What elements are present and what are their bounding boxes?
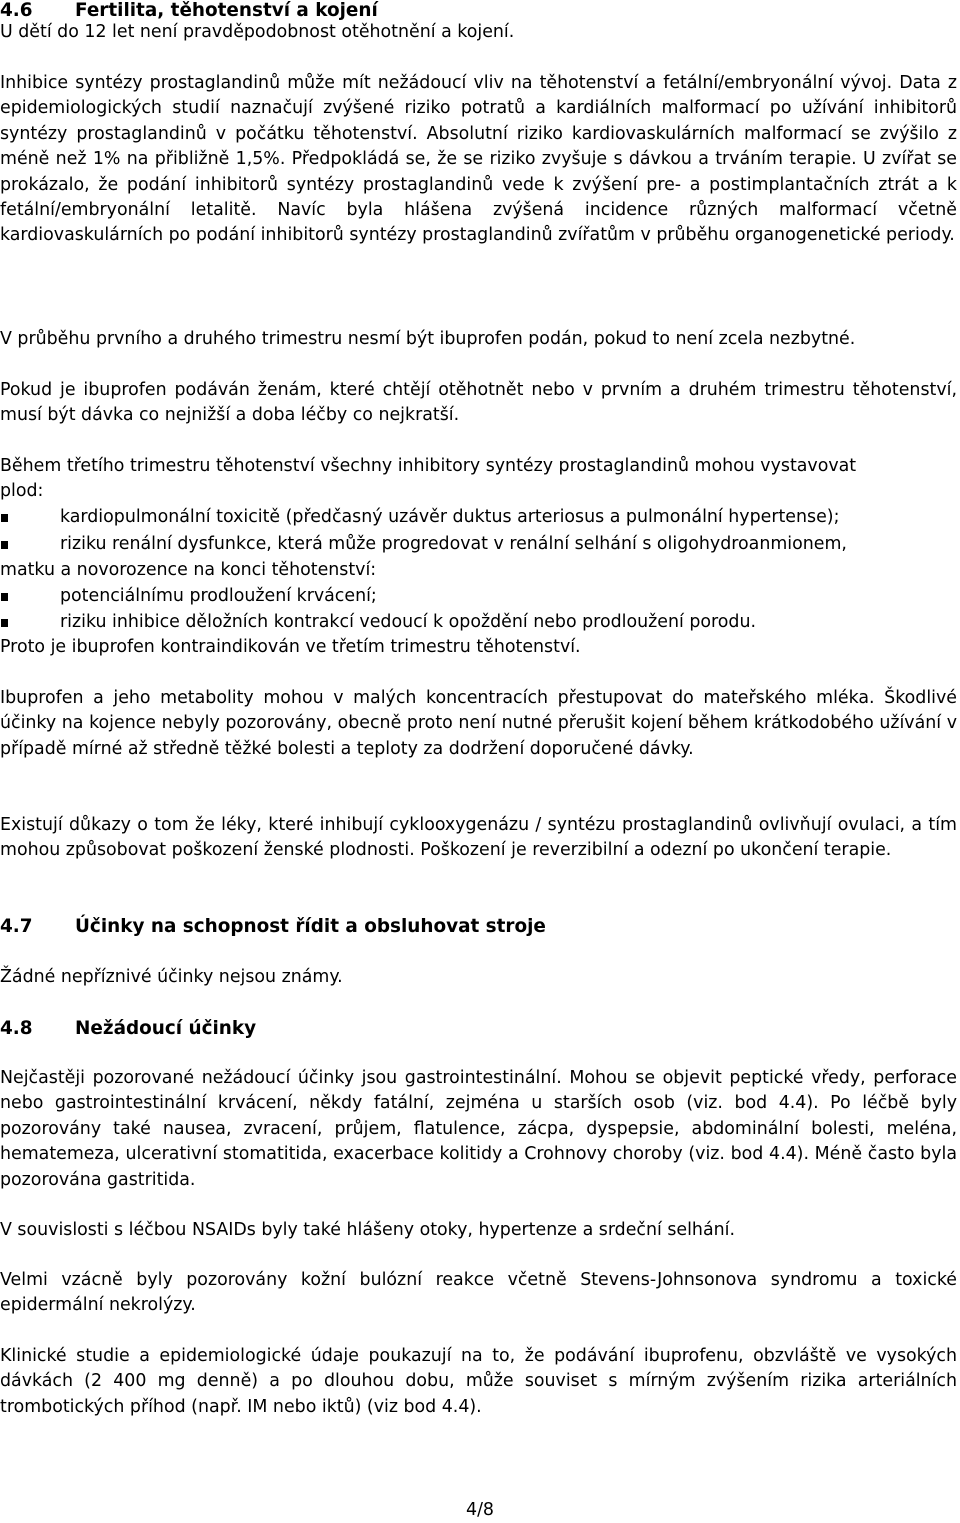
page-number: 4/8 <box>466 1500 494 1520</box>
section-number: 4.7 <box>0 916 33 937</box>
section-title: Fertilita, těhotenství a kojení <box>75 0 378 21</box>
paragraph-skin-reactions: Velmi vzácně byly pozorovány kožní bulózní reakce včetně Stevens-Johnsonova syndromu a toxické epidermální nekrolýzy. <box>0 1270 957 1316</box>
third-trimester-intro: Během třetího trimestru těhotenství všechny inhibitory syntézy prostaglandinů mohou vystavovat <box>0 456 857 476</box>
bullet-square-icon <box>1 619 8 627</box>
section-heading-4-8 <box>0 1016 256 1042</box>
paragraph-prostaglandin-inhibition: Inhibice syntézy prostaglandinů může mít nežádoucí vliv na těhotenství a fetální/embryonální vývoj. Data z epidemiologických studií naznačují zvýšené riziko potratů a kardiálních malformací po užívání inhibitorů syntézy prostaglandinů v počátku těhotenství. Absolutní riziko kardiovaskulárních malformací se zvýšilo z méně než 1% na přibližně 1,5%. Předpokládá se, že se riziko zvyšuje s dávkou a trváním terapie. U zvířat se prokázalo, že podání inhibitorů syntézy prostaglandinů vede k zvýšení pre- a postimplantačních ztrát a k fetální/embryonální letalitě. Navíc byla hlášena zvýšená incidence různých malformací včetně kardiovaskulárních po podání inhibitorů syntézy prostaglandinů zvířatům v průběhu organogenetické periody. <box>0 73 957 246</box>
section-title: Účinky na schopnost řídit a obsluhovat stroje <box>75 916 546 937</box>
section-number: 4.8 <box>0 1018 33 1039</box>
paragraph-planning-pregnancy: Pokud je ibuprofen podáván ženám, které chtějí otěhotnět nebo v prvním a druhém trimestru těhotenství, musí být dávka co nejnižší a doba léčby co nejkratší. <box>0 380 957 426</box>
paragraph-breastfeeding: Ibuprofen a jeho metabolity mohou v malých koncentracích přestupovat do mateřského mléka. Škodlivé účinky na kojence nebyly pozorovány, obecně proto není nutné přerušit kojení během krátkodobého užívání v případě mírné až středně těžké bolesti a teploty za dodržení doporučené dávky. <box>0 688 957 759</box>
paragraph-nsaids-edema: V souvislosti s léčbou NSAIDs byly také hlášeny otoky, hypertenze a srdeční selhání. <box>0 1220 735 1240</box>
third-trimester-intro-fetus: plod: <box>0 481 44 501</box>
bullet-square-icon <box>1 541 8 549</box>
bullet-square-icon <box>1 514 8 522</box>
section-title: Nežádoucí účinky <box>75 1018 257 1039</box>
paragraph-fertility: Existují důkazy o tom že léky, které inhibují cyklooxygenázu / syntézu prostaglandinů ovlivňují ovulaci, a tím mohou způsobovat poškození ženské plodnosti. Poškození je reverzibilní a odezní po ukončení terapie. <box>0 815 957 861</box>
list-item-text: riziku inhibice děložních kontrakcí vedoucí k opoždění nebo prodloužení porodu. <box>60 612 756 632</box>
paragraph-thrombotic-risk: Klinické studie a epidemiologické údaje poukazují na to, že podávání ibuprofenu, obzvláště ve vysokých dávkách (2 400 mg denně) a po dlouhou dobu, může souviset s mírným zvýšením rizika arteriálních trombotických příhod (např. IM nebo iktů) (viz bod 4.4). <box>0 1346 957 1417</box>
paragraph-children: U dětí do 12 let není pravděpodobnost otěhotnění a kojení. <box>0 22 515 42</box>
paragraph-gi-effects: Nejčastěji pozorované nežádoucí účinky jsou gastrointestinální. Mohou se objevit peptické vředy, perforace nebo gastrointestinální krvácení, někdy fatální, zejména u starších osob (viz. bod 4.4). Po léčbě byly pozorovány také nausea, zvracení, průjem, flatulence, zácpa, dyspepsie, abdominální bolesti, meléna, hematemeza, ulcerativní stomatitida, exacerbace kolitidy a Crohnovy choroby (viz. bod 4.4). Méně často byla pozorována gastritida. <box>0 1068 957 1190</box>
paragraph-first-second-trimester: V průběhu prvního a druhého trimestru nesmí být ibuprofen podán, pokud to není zcela nezbytné. <box>0 329 856 349</box>
section-heading-4-7 <box>0 914 546 940</box>
section-number: 4.6 <box>0 0 33 21</box>
list-item-text: potenciálnímu prodloužení krvácení; <box>60 586 377 606</box>
list-item-text: riziku renální dysfunkce, která může progredovat v renální selhání s oligohydroanmionem, <box>60 534 847 554</box>
third-trimester-conclusion: Proto je ibuprofen kontraindikován ve třetím trimestru těhotenství. <box>0 637 581 657</box>
paragraph-driving: Žádné nepříznivé účinky nejsou známy. <box>0 967 343 987</box>
third-trimester-mother-intro: matku a novorozence na konci těhotenství: <box>0 560 377 580</box>
list-item-text: kardiopulmonální toxicitě (předčasný uzávěr duktus arteriosus a pulmonální hypertense); <box>60 507 840 527</box>
bullet-square-icon <box>1 593 8 601</box>
